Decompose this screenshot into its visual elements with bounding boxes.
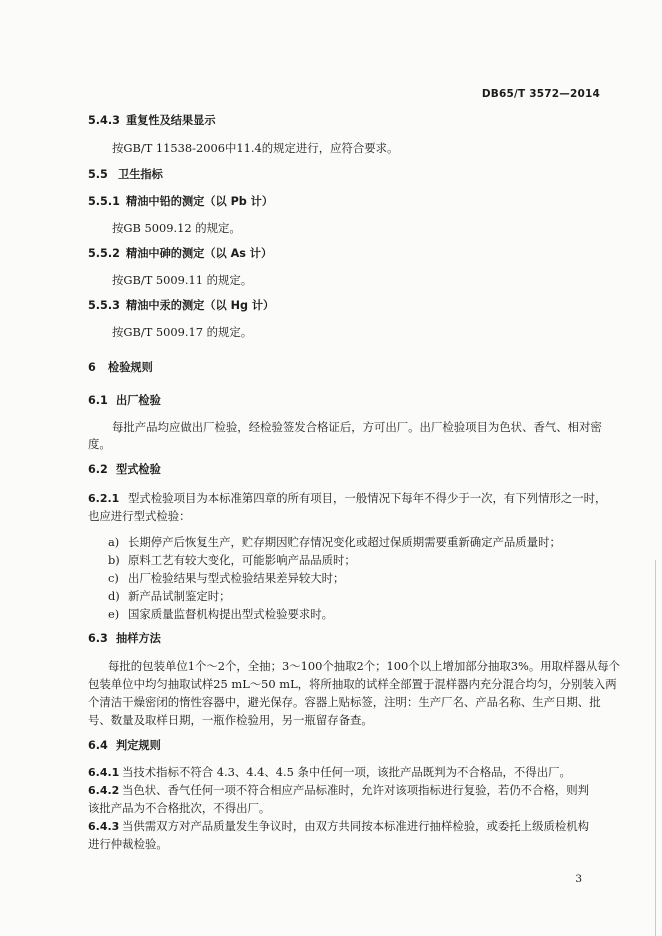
heading-6-1: 6.1 出厂检验 [88,394,161,407]
paragraph-6-4-1: 6.4.1 当技术指标不符合 4.3、4.4、4.5 条中任何一项，该批产品既判为不合格品，不得出厂。 [88,765,571,779]
heading-6-3: 6.3 抽样方法 [88,632,161,645]
list-item: b) 原料工艺有较大变化，可能影响产品品质时； [108,553,356,567]
list-item: c) 出厂检验结果与型式检验结果差异较大时； [108,571,345,585]
paragraph-5-5-1: 按GB 5009.12 的规定。 [112,221,241,235]
heading-5-5-1: 5.5.1 精油中铅的测定（以 Pb 计） [88,195,274,208]
paragraph-6-1-line-2: 度。 [88,437,111,451]
scan-edge-divider [655,560,656,936]
heading-5-5-3: 5.5.3 精油中汞的测定（以 Hg 计） [88,299,275,312]
document-number: DB65/T 3572—2014 [481,88,600,100]
heading-5-5-2: 5.5.2 精油中砷的测定（以 As 计） [88,247,273,260]
paragraph-5-5-3: 按GB/T 5009.17 的规定。 [112,325,253,339]
heading-6: 6 检验规则 [88,361,153,374]
paragraph-5-4-3: 按GB/T 11538-2006中11.4的规定进行，应符合要求。 [112,141,399,155]
heading-5-5: 5.5 卫生指标 [88,168,163,181]
list-item: a) 长期停产后恢复生产，贮存期因贮存情况变化或超过保质期需要重新确定产品质量时； [108,535,561,549]
paragraph-6-2-1-line-1: 6.2.1 型式检验项目为本标准第四章的所有项目，一般情况下每年不得少于一次，有下列情形之一时， [88,491,607,505]
page-number: 3 [575,873,582,885]
paragraph-6-3-line-3: 个清洁干燥密闭的惰性容器中，避光保存。容器上贴标签，注明：生产厂名、产品名称、生产日期、批 [88,695,601,709]
paragraph-6-3-line-2: 包装单位中均匀抽取试样25 mL～50 mL，将所抽取的试样全部置于混样器内充分混合均匀，分别装入两 [88,677,617,691]
list-item: d) 新产品试制鉴定时； [108,589,231,603]
paragraph-6-3-line-4: 号、数量及取样日期，一瓶作检验用，另一瓶留存备查。 [88,713,373,727]
paragraph-6-2-1-line-2: 也应进行型式检验： [88,509,191,523]
heading-6-4: 6.4 判定规则 [88,739,161,752]
paragraph-6-4-2-line-1: 6.4.2 当色状、香气任何一项不符合相应产品标准时，允许对该项指标进行复验，若仍不合格，则判 [88,783,590,797]
paragraph-6-4-3-line-1: 6.4.3 当供需双方对产品质量发生争议时，由双方共同按本标准进行抽样检验，或委托上级质检机构 [88,819,590,833]
heading-6-2: 6.2 型式检验 [88,463,161,476]
paragraph-6-1-line-1: 每批产品均应做出厂检验，经检验签发合格证后，方可出厂。出厂检验项目为色状、香气、相对密 [112,420,602,434]
paragraph-6-4-2-line-2: 该批产品为不合格批次，不得出厂。 [88,801,271,815]
list-item: e) 国家质量监督机构提出型式检验要求时。 [108,607,334,621]
heading-5-4-3: 5.4.3 重复性及结果显示 [88,114,216,127]
paragraph-6-3-line-1: 每批的包装单位1个～2个，全抽；3～100个抽取2个；100个以上增加部分抽取3%。用取样器从每个 [108,659,620,673]
paragraph-5-5-2: 按GB/T 5009.11 的规定。 [112,273,253,287]
paragraph-6-4-3-line-2: 进行仲裁检验。 [88,837,168,851]
